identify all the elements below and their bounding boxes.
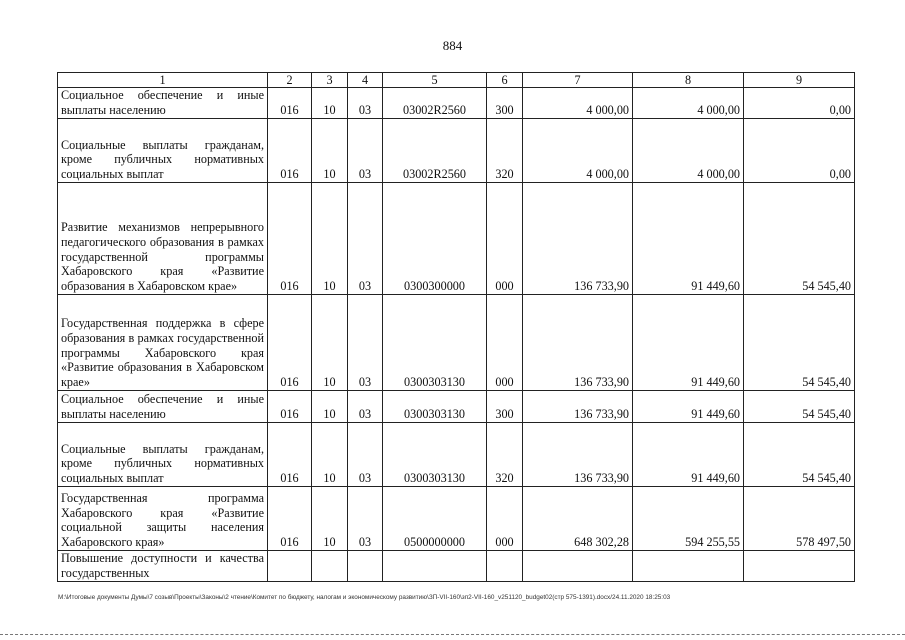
table-row — [58, 183, 855, 295]
section-code: 10 — [312, 183, 348, 295]
amount-col9: 54 545,40 — [744, 183, 855, 295]
amount-col7: 136 733,90 — [523, 295, 633, 391]
expense-type-code — [487, 551, 523, 582]
item-name: Государственная поддержка в сфере образования в рамках государственной программы Хабаровского края «Развитие образования в Хабаровском крае» — [58, 295, 268, 391]
expense-type-code: 300 — [487, 391, 523, 423]
section-code: 10 — [312, 487, 348, 551]
subsection-code: 03 — [348, 119, 383, 183]
amount-col9: 54 545,40 — [744, 295, 855, 391]
column-number-row — [58, 73, 855, 88]
table-row — [58, 88, 855, 119]
amount-col7: 136 733,90 — [523, 423, 633, 487]
subsection-code: 03 — [348, 295, 383, 391]
amount-col7: 648 302,28 — [523, 487, 633, 551]
table-row — [58, 391, 855, 423]
subsection-code: 03 — [348, 88, 383, 119]
amount-col7: 136 733,90 — [523, 391, 633, 423]
column-header: 1 — [58, 73, 268, 88]
amount-col9: 54 545,40 — [744, 391, 855, 423]
column-header: 9 — [744, 73, 855, 88]
target-article-code: 0300303130 — [383, 423, 487, 487]
budget-table — [57, 72, 855, 582]
expense-type-code: 000 — [487, 183, 523, 295]
subsection-code: 03 — [348, 423, 383, 487]
column-header: 8 — [633, 73, 744, 88]
subsection-code — [348, 551, 383, 582]
expense-type-code: 300 — [487, 88, 523, 119]
table-row — [58, 551, 855, 582]
amount-col8: 91 449,60 — [633, 295, 744, 391]
target-article-code — [383, 551, 487, 582]
ministry-code: 016 — [268, 183, 312, 295]
item-name: Социальное обеспечение и иные выплаты населению — [58, 391, 268, 423]
ministry-code: 016 — [268, 423, 312, 487]
amount-col8: 594 255,55 — [633, 487, 744, 551]
column-header: 6 — [487, 73, 523, 88]
column-header: 7 — [523, 73, 633, 88]
item-name: Социальные выплаты гражданам, кроме публичных нормативных социальных выплат — [58, 119, 268, 183]
expense-type-code: 320 — [487, 423, 523, 487]
section-code: 10 — [312, 119, 348, 183]
document-path-footer: М:\Итоговые документы Думы\7 созыв\Проекты\Законы\2 чтение\Комитет по бюджету, налогам и экономическому развитию\ЗП-VII-160\зп2-VII-160_v251120_budget02(стр 575-1391).docx/24.11.2020 18:25:03 — [58, 594, 671, 601]
section-code — [312, 551, 348, 582]
target-article-code: 0500000000 — [383, 487, 487, 551]
section-code: 10 — [312, 423, 348, 487]
page-number: 884 — [442, 38, 463, 53]
subsection-code: 03 — [348, 183, 383, 295]
target-article-code: 0300303130 — [383, 295, 487, 391]
subsection-code: 03 — [348, 487, 383, 551]
ministry-code: 016 — [268, 88, 312, 119]
amount-col8: 91 449,60 — [633, 391, 744, 423]
page-edge-divider — [0, 634, 905, 635]
amount-col7: 4 000,00 — [523, 119, 633, 183]
amount-col7: 136 733,90 — [523, 183, 633, 295]
column-header: 4 — [348, 73, 383, 88]
table-row — [58, 423, 855, 487]
column-header: 2 — [268, 73, 312, 88]
amount-col7: 4 000,00 — [523, 88, 633, 119]
amount-col8: 91 449,60 — [633, 423, 744, 487]
column-header: 5 — [383, 73, 487, 88]
target-article-code: 03002R2560 — [383, 88, 487, 119]
table-row — [58, 119, 855, 183]
ministry-code: 016 — [268, 295, 312, 391]
section-code: 10 — [312, 88, 348, 119]
item-name: Повышение доступности и качества государственных — [58, 551, 268, 582]
item-name: Социальные выплаты гражданам, кроме публичных нормативных социальных выплат — [58, 423, 268, 487]
section-code: 10 — [312, 391, 348, 423]
expense-type-code: 000 — [487, 295, 523, 391]
amount-col8: 4 000,00 — [633, 119, 744, 183]
expense-type-code: 320 — [487, 119, 523, 183]
column-header: 3 — [312, 73, 348, 88]
amount-col9: 0,00 — [744, 88, 855, 119]
amount-col8: 91 449,60 — [633, 183, 744, 295]
amount-col7 — [523, 551, 633, 582]
amount-col8 — [633, 551, 744, 582]
target-article-code: 0300300000 — [383, 183, 487, 295]
amount-col9: 578 497,50 — [744, 487, 855, 551]
amount-col9 — [744, 551, 855, 582]
item-name: Государственная программа Хабаровского края «Развитие социальной защиты населения Хабаровского края» — [58, 487, 268, 551]
ministry-code: 016 — [268, 119, 312, 183]
ministry-code — [268, 551, 312, 582]
table-row — [58, 487, 855, 551]
ministry-code: 016 — [268, 391, 312, 423]
ministry-code: 016 — [268, 487, 312, 551]
item-name: Развитие механизмов непрерывного педагогического образования в рамках государственной программы Хабаровского края «Развитие образования в Хабаровском крае» — [58, 183, 268, 295]
amount-col9: 0,00 — [744, 119, 855, 183]
target-article-code: 0300303130 — [383, 391, 487, 423]
table-row — [58, 295, 855, 391]
subsection-code: 03 — [348, 391, 383, 423]
amount-col8: 4 000,00 — [633, 88, 744, 119]
amount-col9: 54 545,40 — [744, 423, 855, 487]
section-code: 10 — [312, 295, 348, 391]
target-article-code: 03002R2560 — [383, 119, 487, 183]
expense-type-code: 000 — [487, 487, 523, 551]
item-name: Социальное обеспечение и иные выплаты населению — [58, 88, 268, 119]
